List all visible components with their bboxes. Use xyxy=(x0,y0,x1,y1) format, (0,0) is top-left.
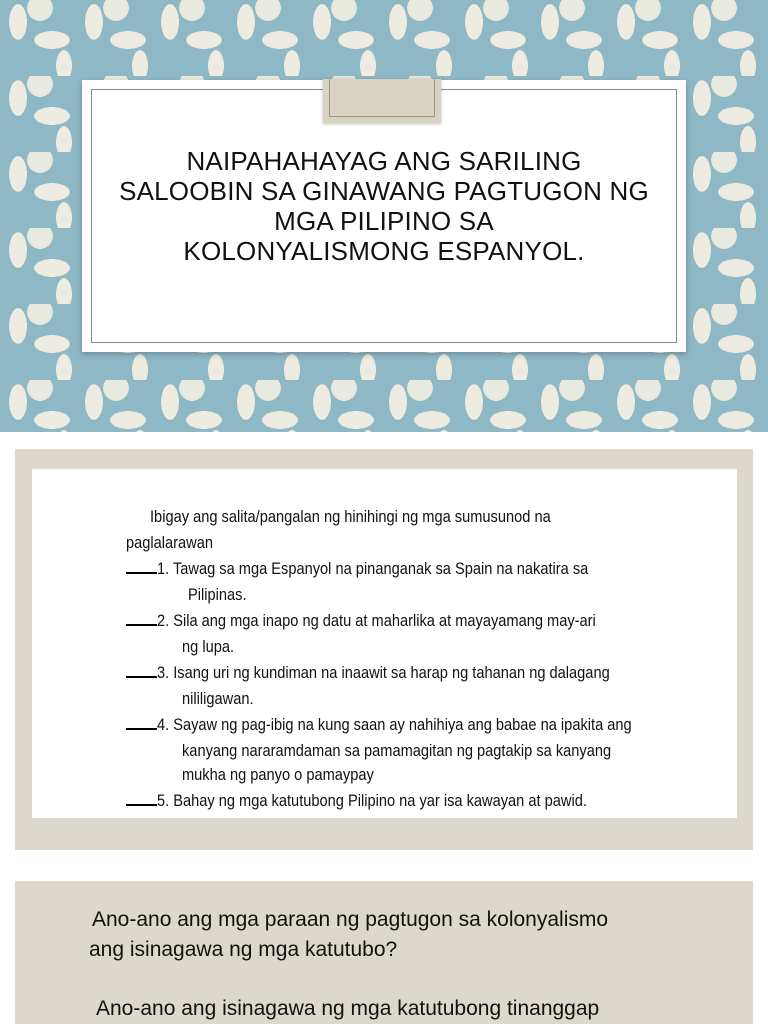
worksheet-paper xyxy=(32,469,737,818)
item-5: 5. Bahay ng mga katutubong Pilipino na yar isa kawayan at pawid. xyxy=(126,788,587,814)
question-2-line-1: Ano-ano ang isinagawa ng mga katutubong tinanggap xyxy=(96,997,600,1020)
slide-title xyxy=(92,146,676,266)
title-line-1: NAIPAHAHAYAG ANG SARILING xyxy=(186,146,582,176)
title-card-tab xyxy=(323,79,441,123)
answer-blank[interactable] xyxy=(126,558,157,574)
item-3-cont: nililigawan. xyxy=(182,689,254,708)
title-line-4: KOLONYALISMONG ESPANYOL. xyxy=(183,236,585,266)
item-4-cont-1: kanyang nararamdaman sa pamamagitan ng pagtakip sa kanyang xyxy=(182,741,612,760)
item-4: 4. Sayaw ng pag-ibig na kung saan ay nahihiya ang babae na ipakita ang xyxy=(126,712,632,738)
item-2-cont: ng lupa. xyxy=(182,637,235,656)
item-1-cont: Pilipinas. xyxy=(188,585,247,604)
answer-blank[interactable] xyxy=(126,714,157,730)
item-3: 3. Isang uri ng kundiman na inaawit sa harap ng tahanan ng dalagang xyxy=(126,660,610,686)
item-1: 1. Tawag sa mga Espanyol na pinanganak sa Spain na nakatira sa xyxy=(126,556,588,582)
item-2: 2. Sila ang mga inapo ng datu at maharlika at mayayamang may-ari xyxy=(126,608,596,634)
title-card xyxy=(82,80,686,352)
answer-blank[interactable] xyxy=(126,662,157,678)
questions-slide xyxy=(15,881,753,1024)
question-1-line-2: ang isinagawa ng mga katutubo? xyxy=(89,938,398,961)
item-4-cont-2: mukha ng panyo o pamaypay xyxy=(182,765,374,784)
answer-blank[interactable] xyxy=(126,790,157,806)
worksheet-slide xyxy=(15,449,753,850)
instruction-line-1: Ibigay ang salita/pangalan ng hinihingi ng mga sumusunod na xyxy=(150,507,551,526)
instruction-line-2: paglalarawan xyxy=(126,533,213,552)
title-line-3: MGA PILIPINO SA xyxy=(274,206,494,236)
answer-blank[interactable] xyxy=(126,610,157,626)
title-card-tab-border xyxy=(329,79,435,117)
title-line-2: SALOOBIN SA GINAWANG PAGTUGON NG xyxy=(119,176,649,206)
title-slide xyxy=(0,0,768,432)
question-1-line-1: Ano-ano ang mga paraan ng pagtugon sa kolonyalismo xyxy=(92,908,609,931)
